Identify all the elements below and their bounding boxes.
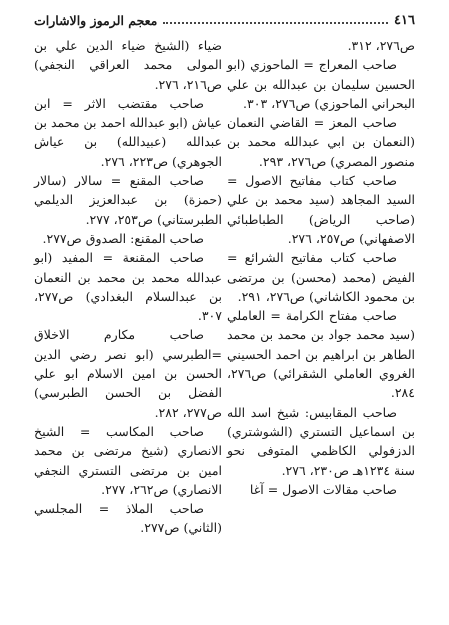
running-title: معجم الرموز والاشارات — [34, 13, 158, 28]
index-entry: صاحب الملاذ = المجلسي (الثاني) ص٢٧٧. — [34, 501, 222, 536]
index-entry: صاحب مفتاح الكرامة = العاملي (سيد محمد جواد بن محمد بن محمد الطاهر بن ابراهيم بن احمد الحسيني الغروي العاملي الشقرائي) ص٢٧٦، ٢٨٤. — [227, 308, 415, 401]
index-entry: صاحب كتاب مفاتيح الاصول = السيد المجاهد (سيد محمد بن علي (صاحب الرياض) الطباطبائي الاصفهاني) ص٢٥٧، ٢٧٦. — [227, 173, 415, 246]
right-column — [227, 36, 415, 499]
index-entry: صاحب مكارم الاخلاق =الطبرسي (ابو نصر رضي الدين الحسن بن امين الاسلام ابو علي الفضل بن الحسن الطبرسي) ص٢٧٧، ٢٨٢. — [34, 327, 222, 420]
index-entry: صاحب المقنعة = المفيد (ابو عبدالله محمد بن محمد بن النعمان بن عبدالسلام البغدادي) ص٢٧٧، ٣٠٧. — [34, 250, 222, 324]
header-leader-dots — [163, 21, 388, 24]
index-entry: صاحب مقالات الاصول = آغا — [249, 481, 397, 497]
running-header — [34, 8, 415, 28]
index-entry: صاحب المكاسب = الشيخ الانصاري (شيخ مرتضى بن محمد امين بن مرتضى التستري النجفي الانصاري) ص٢٦٢، ٢٧٧. — [34, 423, 222, 497]
index-entry: صاحب المقابيس: شيخ اسد الله بن اسماعيل التستري (الشوشتري) الدزفولي الكاظمي المتوفى نحو سنة ١٢٣٤هـ ص٢٣٠، ٢٧٦. — [227, 404, 415, 478]
index-entry: صاحب المقنع = سالار (سالار (حمزة) بن عبدالعزيز الديلمي الطبرستاني) ص٢٥٣، ٢٧٧. — [34, 173, 222, 227]
index-entry: صاحب المقنع: الصدوق ص٢٧٧. — [42, 230, 204, 246]
page-number: ٤١٦ — [394, 13, 415, 28]
index-entry: صاحب المعز = القاضي النعمان (النعمان بن ابي عبدالله محمد بن منصور المصري) ص٢٧٦، ٢٩٣. — [227, 115, 415, 169]
index-entry: صاحب كتاب مفاتيح الشرائع = الفيض (محمد (محسن) بن مرتضى بن محمود الكاشاني) ص٢٧٦، ٢٩١. — [227, 250, 415, 304]
index-entry: صاحب المعراج = الماحوزي (ابو الحسين سليمان بن عبدالله بن علي البحراني الماحوزي) ص٢٧٦، ٣٠٣. — [227, 57, 415, 111]
index-entry: ص٢٧٦، ٣١٢. — [347, 38, 415, 53]
index-entry: ضياء (الشيخ ضياء الدين علي بن المولى محمد العراقي النجفي) ص٢١٦، ٢٧٦. — [34, 38, 222, 92]
index-entry: صاحب مقتضب الاثر = ابن عياش (ابو عبدالله احمد بن محمد بن عبدالله (عبيدالله) بن عياش الجوهري) ص٢٢٣، ٢٧٦. — [34, 95, 222, 169]
left-column — [34, 36, 222, 538]
